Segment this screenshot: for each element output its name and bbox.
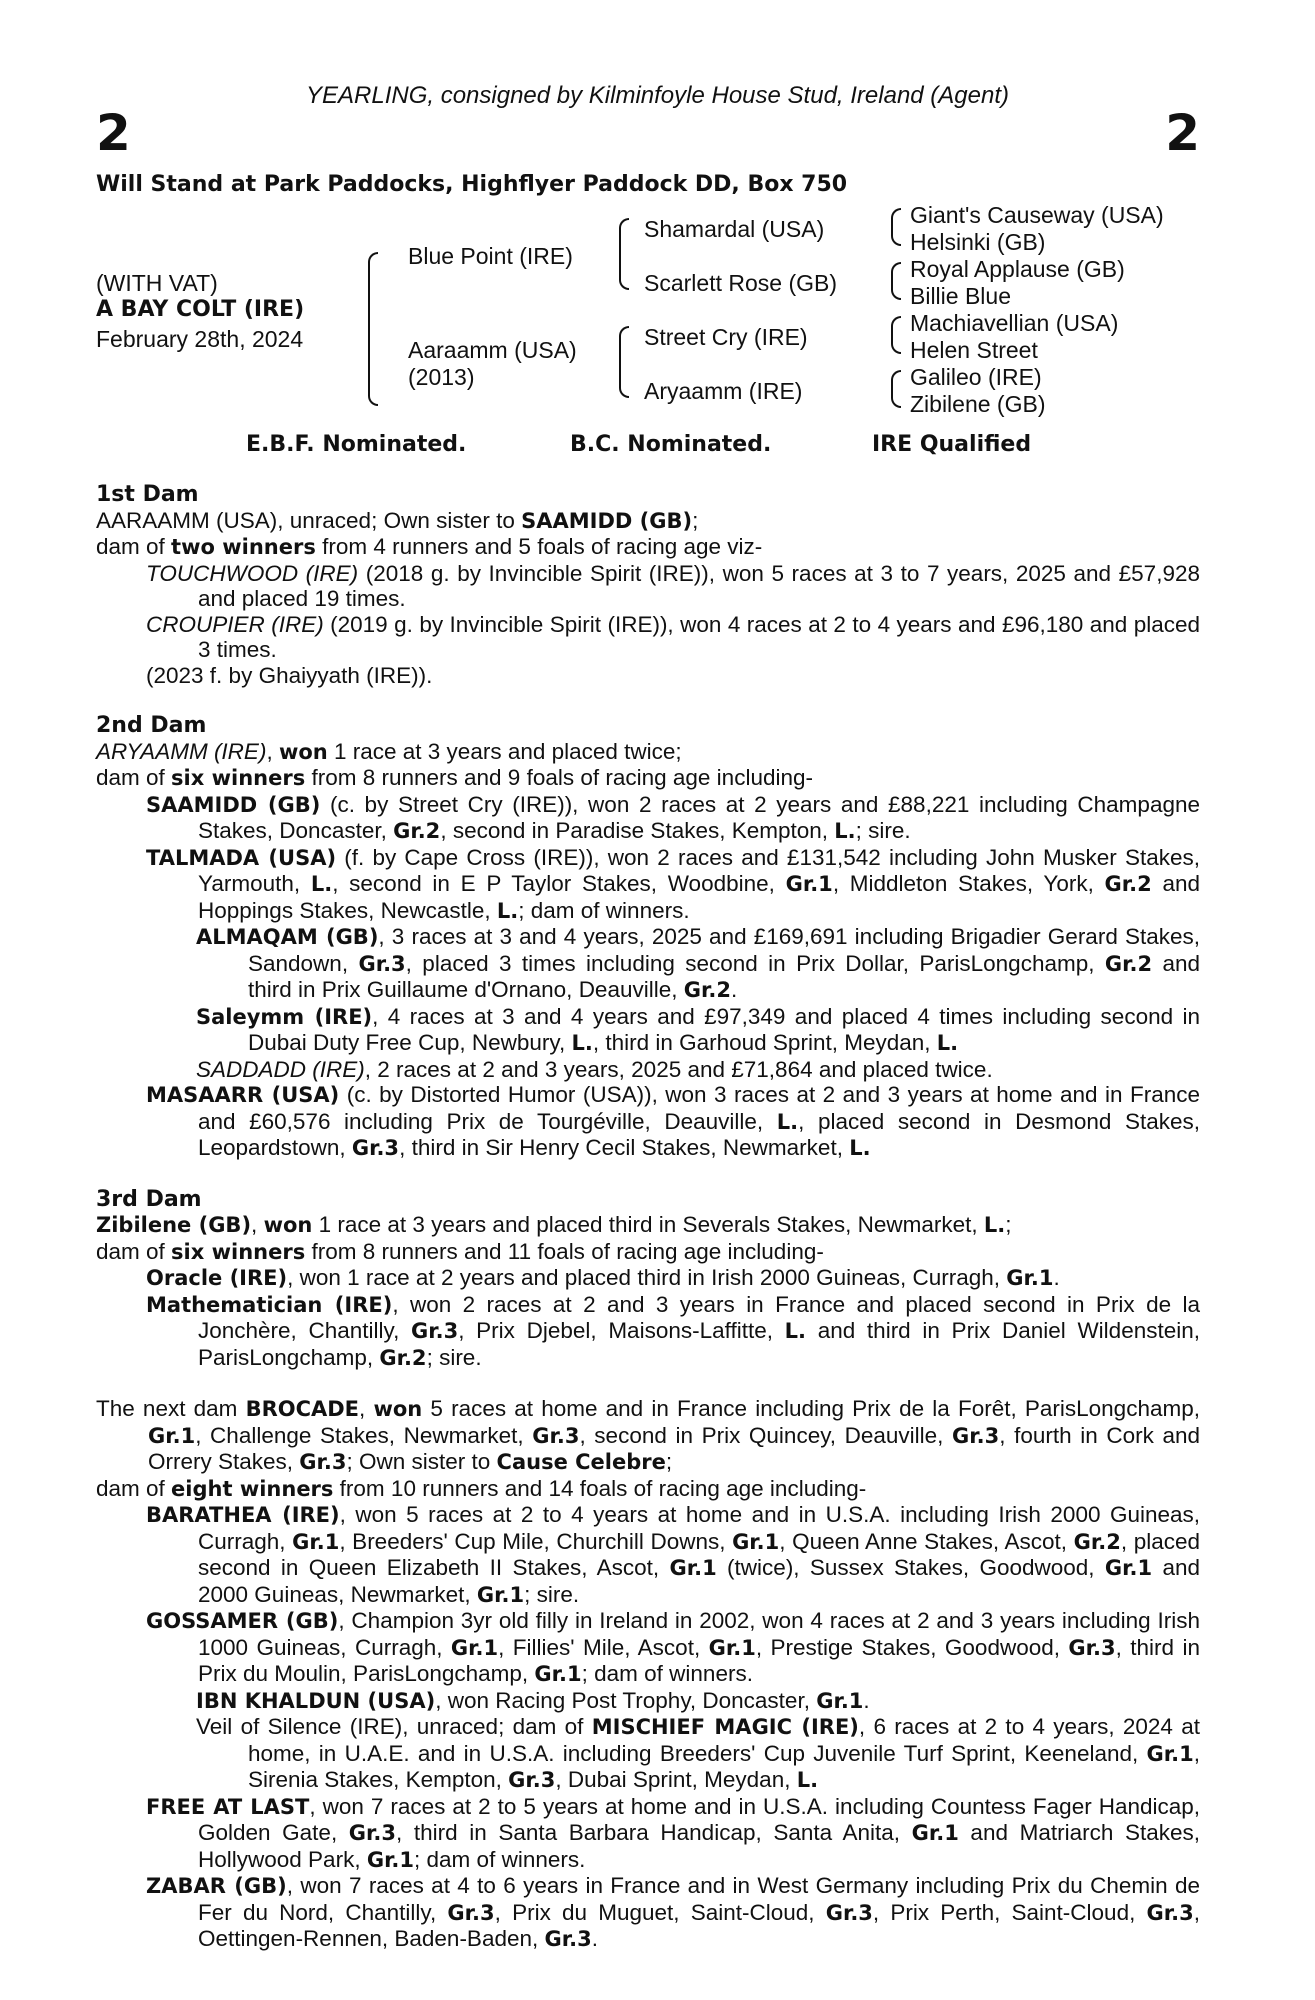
pedigree-brace-ds: [891, 316, 901, 354]
produce-ibn-khaldun: IBN KHALDUN (USA), won Racing Post Trophy, Doncaster, Gr.1.: [196, 1687, 870, 1713]
pedigree-brace-ss: [891, 208, 901, 246]
produce-zabar: ZABAR (GB), won 7 races at 4 to 6 years in France and in West Germany including Prix du Chemin de Fer du Nord, Chantilly, Gr.3, Prix du Muguet, Saint-Cloud, Gr.3, Prix Perth, Saint-Cloud, Gr.3, Oettingen-Rennen, Baden-Baden, Gr.3.: [146, 1873, 1200, 1951]
pedigree-dam-sire: Street Cry (IRE): [644, 324, 808, 350]
lot-name: A BAY COLT (IRE): [96, 297, 305, 322]
next-dam-produce-line: dam of eight winners from 10 runners and 14 foals of racing age including-: [96, 1475, 867, 1501]
pedigree-sire-sire: Shamardal (USA): [644, 216, 825, 242]
produce-oracle: Oracle (IRE), won 1 race at 2 years and placed third in Irish 2000 Guineas, Curragh, Gr.1.: [146, 1265, 1060, 1290]
first-dam-line: AARAAMM (USA), unraced; Own sister to SAAMIDD (GB);: [96, 507, 699, 533]
first-dam-produce-line: dam of two winners from 4 runners and 5 foals of racing age viz-: [96, 534, 763, 559]
produce-saamidd: SAAMIDD (GB) (c. by Street Cry (IRE)), won 2 races at 2 years and £88,221 including Champagne Stakes, Doncaster, Gr.2, second in Paradise Stakes, Kempton, L.; sire.: [146, 791, 1200, 843]
foaling-date: February 28th, 2024: [96, 326, 304, 352]
lot-number-right: 2: [1165, 104, 1200, 162]
produce-saleymm: Saleymm (IRE), 4 races at 3 and 4 years and £97,349 and placed 4 times including second in Dubai Duty Free Cup, Newbury, L., third in Garhoud Sprint, Meydan, L.: [196, 1003, 1200, 1055]
pedigree-brace-sire: [619, 218, 629, 290]
pedigree-dam-year: (2013): [408, 364, 475, 390]
pedigree-dam-dam: Aryaamm (IRE): [644, 378, 803, 404]
third-dam-line: Zibilene (GB), won 1 race at 3 years and placed third in Severals Stakes, Newmarket, L.;: [96, 1212, 1012, 1237]
pedigree-dam: Aaraamm (USA): [408, 337, 577, 363]
pedigree-dsd: Helen Street: [910, 337, 1038, 363]
pedigree-sdd: Billie Blue: [910, 283, 1011, 309]
second-dam-produce-line: dam of six winners from 8 runners and 9 foals of racing age including-: [96, 765, 813, 790]
first-dam-heading: 1st Dam: [96, 482, 199, 507]
bc-nominated: B.C. Nominated.: [570, 432, 772, 457]
pedigree-brace-sd: [891, 262, 901, 300]
pedigree-sds: Royal Applause (GB): [910, 256, 1125, 282]
produce-saddadd: SADDADD (IRE), 2 races at 2 and 3 years, 2025 and £71,864 and placed twice.: [196, 1056, 993, 1082]
pedigree-dss: Machiavellian (USA): [910, 310, 1119, 336]
pedigree-sire: Blue Point (IRE): [408, 243, 573, 269]
pedigree-dds: Galileo (IRE): [910, 364, 1042, 390]
produce-croupier: CROUPIER (IRE) (2019 g. by Invincible Spirit (IRE)), won 4 races at 2 to 4 years and £96,180 and placed 3 times.: [146, 611, 1200, 662]
third-dam-heading: 3rd Dam: [96, 1186, 202, 1212]
produce-almaqam: ALMAQAM (GB), 3 races at 3 and 4 years, 2025 and £169,691 including Brigadier Gerard Stakes, Sandown, Gr.3, placed 3 times including second in Prix Dollar, ParisLongchamp, Gr.2 and third in Prix Guillaume d'Ornano, Deauville, Gr.2.: [196, 924, 1201, 1002]
produce-mathematician: Mathematician (IRE), won 2 races at 2 and 3 years in France and placed second in Prix de la Jonchère, Chantilly, Gr.3, Prix Djebel, Maisons-Laffitte, L. and third in Prix Daniel Wildenstein, ParisLongchamp, Gr.2; sire.: [146, 1291, 1201, 1370]
pedigree-brace-dam: [619, 326, 629, 398]
produce-gossamer: GOSSAMER (GB), Champion 3yr old filly in Ireland in 2002, won 4 races at 2 and 3 years including Irish 1000 Guineas, Curragh, Gr.1, Fillies' Mile, Ascot, Gr.1, Prestige Stakes, Goodwood, Gr.3, third in Prix du Moulin, ParisLongchamp, Gr.1; dam of winners.: [146, 1608, 1201, 1686]
produce-barathea: BARATHEA (IRE), won 5 races at 2 to 4 years at home and in U.S.A. including Irish 2000 Guineas, Curragh, Gr.1, Breeders' Cup Mile, Churchill Downs, Gr.1, Queen Anne Stakes, Ascot, Gr.2, placed second in Queen Elizabeth II Stakes, Ascot, Gr.1 (twice), Sussex Stakes, Goodwood, Gr.1 and 2000 Guineas, Newmarket, Gr.1; sire.: [146, 1502, 1201, 1607]
pedigree-brace-dd: [891, 370, 901, 408]
ebf-nominated: E.B.F. Nominated.: [246, 432, 467, 457]
second-dam-line: ARYAAMM (IRE), won 1 race at 3 years and placed twice;: [96, 738, 682, 764]
stand-location: Will Stand at Park Paddocks, Highflyer Paddock DD, Box 750: [96, 172, 848, 197]
ire-qualified: IRE Qualified: [872, 432, 1032, 457]
produce-free-at-last: FREE AT LAST, won 7 races at 2 to 5 years at home and in U.S.A. including Countess Fager Handicap, Golden Gate, Gr.3, third in Santa Barbara Handicap, Santa Anita, Gr.1 and Matriarch Stakes, Hollywood Park, Gr.1; dam of winners.: [146, 1793, 1201, 1872]
third-dam-produce-line: dam of six winners from 8 runners and 11 foals of racing age including-: [96, 1238, 824, 1264]
next-dam-line: The next dam BROCADE, won 5 races at home and in France including Prix de la Forêt, ParisLongchamp, Gr.1, Challenge Stakes, Newmarket, Gr.3, second in Prix Quincey, Deauville, Gr.3, fourth in Cork and Orrery Stakes, Gr.3; Own sister to Cause Celebre;: [96, 1396, 1200, 1474]
pedigree-ddd: Zibilene (GB): [910, 391, 1046, 417]
produce-veil-of-silence: Veil of Silence (IRE), unraced; dam of MISCHIEF MAGIC (IRE), 6 races at 2 to 4 years, 2024 at home, in U.A.E. and in U.S.A. including Breeders' Cup Juvenile Turf Sprint, Keeneland, Gr.1, Sirenia Stakes, Kempton, Gr.3, Dubai Sprint, Meydan, L.: [196, 1714, 1200, 1792]
second-dam-heading: 2nd Dam: [96, 713, 207, 738]
lot-number-left: 2: [96, 104, 131, 162]
produce-2023-filly: (2023 f. by Ghaiyyath (IRE)).: [146, 662, 433, 688]
vat-status: (WITH VAT): [96, 270, 218, 296]
pedigree-sire-dam: Scarlett Rose (GB): [644, 270, 837, 296]
pedigree-brace-main: [368, 252, 378, 406]
pedigree-ssd: Helsinki (GB): [910, 229, 1046, 255]
catalogue-body: [96, 482, 1200, 1953]
pedigree-sss: Giant's Causeway (USA): [910, 202, 1164, 228]
produce-touchwood: TOUCHWOOD (IRE) (2018 g. by Invincible Spirit (IRE)), won 5 races at 3 to 7 years, 2025 and £57,928 and placed 19 times.: [146, 560, 1200, 611]
produce-masaarr: MASAARR (USA) (c. by Distorted Humor (USA)), won 3 races at 2 and 3 years at home and in France and £60,576 including Prix de Tourgéville, Deauville, L., placed second in Desmond Stakes, Leopardstown, Gr.3, third in Sir Henry Cecil Stakes, Newmarket, L.: [146, 1082, 1200, 1160]
produce-talmada: TALMADA (USA) (f. by Cape Cross (IRE)), won 2 races and £131,542 including John Musker Stakes, Yarmouth, L., second in E P Taylor Stakes, Woodbine, Gr.1, Middleton Stakes, York, Gr.2 and Hoppings Stakes, Newcastle, L.; dam of winners.: [146, 844, 1200, 923]
consignor-header: YEARLING, consigned by Kilminfoyle House Stud, Ireland (Agent): [305, 82, 1010, 109]
